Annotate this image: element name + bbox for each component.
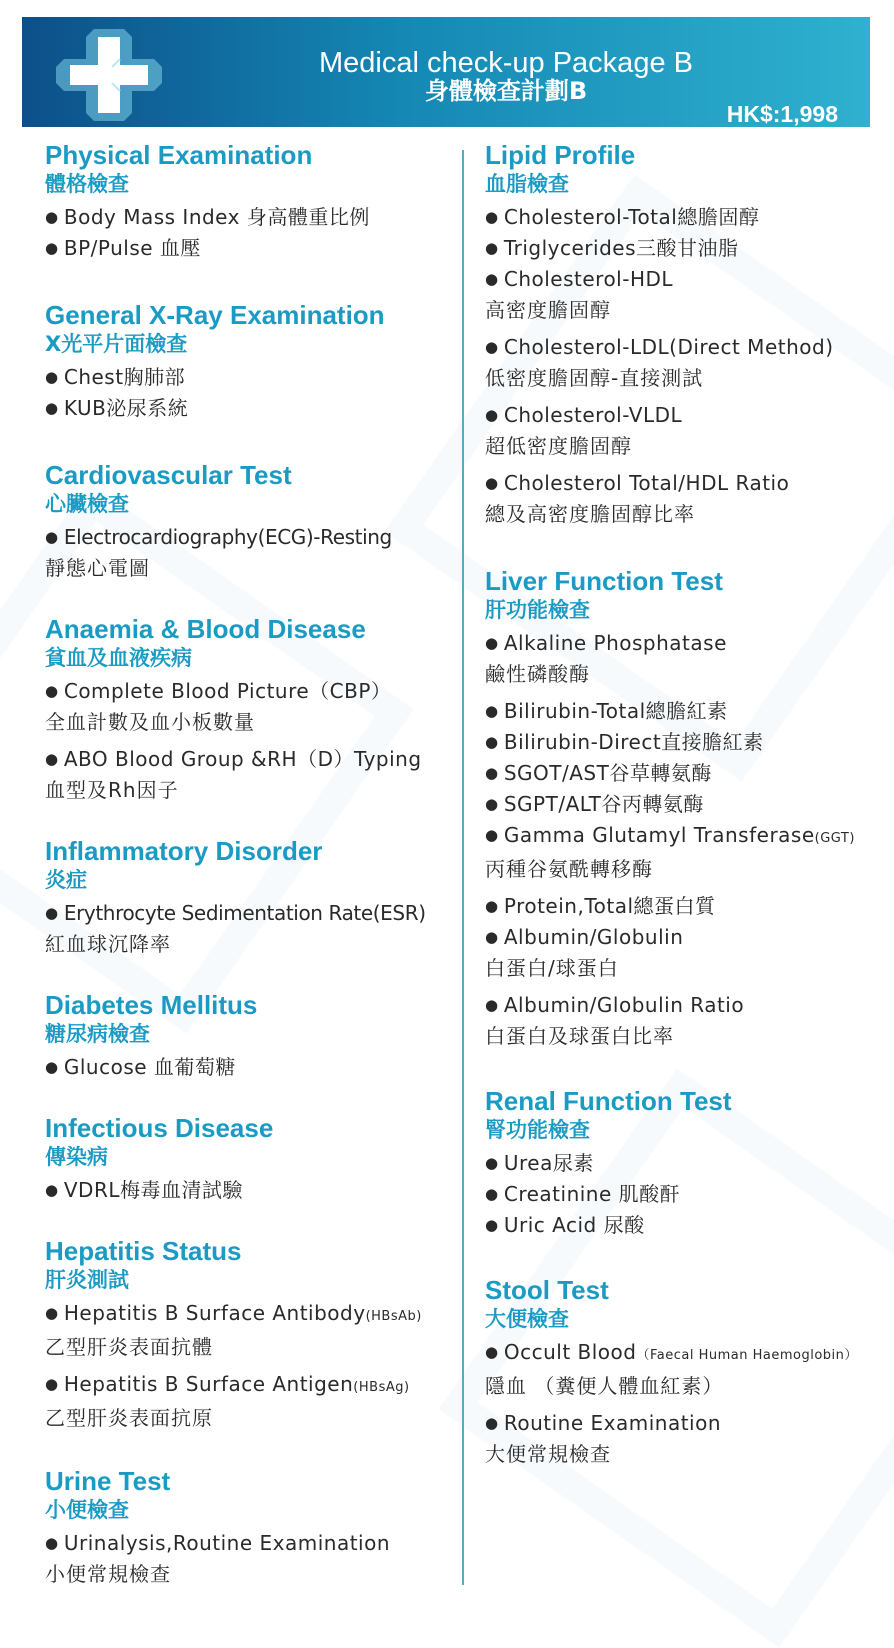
test-item-label: ABO Blood Group &RH（D）Typing [63,747,422,771]
section-subtitle: 體格檢查 [45,172,129,196]
test-item-name [485,628,880,659]
test-item-label: Creatinine 肌酸酐 [503,1182,681,1206]
test-item-label: Cholesterol-LDL(Direct Method) [503,335,834,359]
test-item-label: BP/Pulse 血壓 [63,236,201,260]
test-section [45,300,455,424]
test-item [485,1337,880,1402]
test-item-name [485,789,880,820]
test-item-label: Triglycerides三酸甘油脂 [503,236,739,260]
section-title: Cardiovascular Test [45,460,292,490]
section-title: Inflammatory Disorder [45,836,323,866]
test-item-name [45,744,455,775]
test-item-name [485,1210,880,1241]
test-section [485,140,880,530]
left-column [45,140,455,1596]
test-item [485,400,880,462]
test-item-abbreviation: （Faecal Human Haemoglobin） [636,1348,858,1363]
test-item-label: Cholesterol-HDL [503,267,674,291]
test-item [45,744,455,806]
test-item [485,1148,880,1179]
test-item-name [485,468,880,499]
test-item-abbreviation: (HBsAb) [365,1309,422,1324]
test-item-label: Cholesterol-Total總膽固醇 [503,205,760,229]
test-item-label: Uric Acid 尿酸 [503,1213,645,1237]
test-item-label: Gamma Glutamyl Transferase [503,823,815,847]
test-item-label: Urinalysis,Routine Examination [63,1531,391,1555]
test-item [45,1175,455,1206]
test-item-chinese: 紅血球沉降率 [45,932,171,956]
section-subtitle: 傳染病 [45,1145,108,1169]
test-item-name [485,758,880,789]
test-item-label: Complete Blood Picture（CBP） [63,679,392,703]
test-item [485,696,880,727]
test-item-label: Albumin/Globulin Ratio [503,993,745,1017]
test-section [45,1466,455,1590]
test-item-chinese: 丙種谷氨酰轉移酶 [485,857,653,881]
section-title: Diabetes Mellitus [45,990,258,1020]
section-subtitle: 心臟檢查 [45,492,129,516]
test-item [45,1052,455,1083]
test-item-name [45,898,455,929]
test-item-chinese: 靜態心電圖 [45,556,150,580]
test-item-label: Glucose 血葡萄糖 [63,1055,236,1079]
test-item-label: Albumin/Globulin [503,925,684,949]
header-banner [22,17,870,127]
test-item [485,727,880,758]
package-subtitle: 身體檢查計劃B [424,77,588,105]
test-item [485,233,880,264]
right-column [485,140,880,1476]
test-item-label: VDRL梅毒血清試驗 [63,1178,243,1202]
test-item-chinese: 小便常規檢查 [45,1562,171,1586]
section-subtitle: 貧血及血液疾病 [45,646,192,670]
section-subtitle: X光平片面檢查 [45,332,188,356]
section-title: Hepatitis Status [45,1236,242,1266]
section-subtitle: 血脂檢查 [485,172,569,196]
test-item-label: Urea尿素 [503,1151,594,1175]
test-item [485,820,880,885]
test-item-name [45,1528,455,1559]
section-subtitle: 小便檢查 [45,1498,129,1522]
test-item-abbreviation: (HBsAg) [353,1380,410,1395]
section-title: Liver Function Test [485,566,723,596]
section-title: Infectious Disease [45,1113,274,1143]
test-item-name [485,990,880,1021]
test-item-label: Alkaline Phosphatase [503,631,727,655]
test-item [45,362,455,393]
test-item [485,891,880,922]
test-section [45,836,455,960]
test-item-chinese: 乙型肝炎表面抗體 [45,1335,213,1359]
test-item-name [485,922,880,953]
test-section [45,990,455,1083]
test-item-chinese: 超低密度膽固醇 [485,434,632,458]
test-item-name [485,202,880,233]
test-item-name [485,696,880,727]
test-section [485,1086,880,1241]
test-item [485,264,880,326]
test-item-chinese: 白蛋白及球蛋白比率 [485,1024,674,1048]
test-item-name [485,1408,880,1439]
section-title: Anaemia & Blood Disease [45,614,366,644]
test-item-label: Bilirubin-Direct直接膽紅素 [503,730,764,754]
test-item-label: Cholesterol-VLDL [503,403,683,427]
test-item-label: KUB泌尿系統 [63,396,189,420]
test-item-name [485,233,880,264]
test-section [45,1236,455,1434]
section-title: Renal Function Test [485,1086,732,1116]
test-section [45,614,455,806]
test-item-chinese: 全血計數及血小板數量 [45,710,255,734]
test-item-name [45,1298,455,1332]
test-item-label: Chest胸肺部 [63,365,186,389]
test-item-label: SGPT/ALT谷丙轉氨酶 [503,792,704,816]
test-item-chinese: 白蛋白/球蛋白 [485,956,619,980]
test-item-chinese: 鹼性磷酸酶 [485,662,590,686]
test-section [45,460,455,584]
package-title: Medical check-up Package B [319,47,693,79]
test-item-label: Bilirubin-Total總膽紅素 [503,699,728,723]
section-title: General X-Ray Examination [45,300,385,330]
test-item-name [45,393,455,424]
test-item [485,758,880,789]
section-subtitle: 肝功能檢查 [485,598,590,622]
test-item-name [485,891,880,922]
test-section [45,1113,455,1206]
test-section [485,566,880,1052]
test-section [485,1275,880,1470]
test-item-name [485,264,880,295]
test-item [45,1298,455,1363]
section-title: Stool Test [485,1275,609,1305]
section-title: Physical Examination [45,140,313,170]
test-item-label: Electrocardiography(ECG)-Resting [63,525,392,549]
test-item-label: Erythrocyte Sedimentation Rate(ESR) [63,901,426,925]
test-item [45,898,455,960]
test-item-name [485,1148,880,1179]
test-item [45,393,455,424]
test-item [45,1528,455,1590]
test-item-name [45,522,455,553]
section-title: Urine Test [45,1466,171,1496]
test-item-label: SGOT/AST谷草轉氨酶 [503,761,712,785]
test-item-chinese: 乙型肝炎表面抗原 [45,1406,213,1430]
test-item-label: Routine Examination [503,1411,722,1435]
test-item [45,202,455,233]
test-item [485,1210,880,1241]
test-item [485,789,880,820]
package-price: HK$:1,998 [726,101,838,127]
test-item [485,922,880,984]
test-item [485,990,880,1052]
test-item-label: Occult Blood [503,1340,637,1364]
test-item [45,522,455,584]
section-subtitle: 肝炎測試 [45,1268,129,1292]
test-item-chinese: 大便常規檢查 [485,1442,611,1466]
section-title: Lipid Profile [485,140,636,170]
test-item [485,332,880,394]
test-item-name [45,1369,455,1403]
test-item [485,1179,880,1210]
test-item-chinese: 血型及Rh因子 [45,778,179,802]
test-item-chinese: 高密度膽固醇 [485,298,611,322]
column-divider [462,150,464,1585]
test-item [485,1408,880,1470]
medical-cross-logo [54,25,164,125]
test-item-name [45,676,455,707]
test-item-chinese: 總及高密度膽固醇比率 [485,502,695,526]
test-item-name [485,727,880,758]
test-section [45,140,455,264]
test-item-chinese: 隱血 （糞便人體血紅素） [485,1374,724,1398]
test-item-label: Protein,Total總蛋白質 [503,894,716,918]
test-item-name [485,1179,880,1210]
section-subtitle: 腎功能檢查 [485,1118,590,1142]
test-item-name [485,332,880,363]
test-item-label: Body Mass Index 身高體重比例 [63,205,370,229]
test-item-chinese: 低密度膽固醇-直接測試 [485,366,704,390]
test-item [45,233,455,264]
test-item [45,1369,455,1434]
section-subtitle: 炎症 [45,868,87,892]
test-item-label: Hepatitis B Surface Antigen [63,1372,354,1396]
test-item-label: Cholesterol Total/HDL Ratio [503,471,790,495]
test-item-name [45,362,455,393]
section-subtitle: 大便檢查 [485,1307,569,1331]
test-item-abbreviation: (GGT) [814,831,855,846]
test-item-name [485,1337,880,1371]
test-item [485,468,880,530]
test-item-name [45,1052,455,1083]
test-item-label: Hepatitis B Surface Antibody [63,1301,366,1325]
section-subtitle: 糖尿病檢查 [45,1022,150,1046]
test-item [485,628,880,690]
test-item-name [45,202,455,233]
test-item-name [45,233,455,264]
test-item [45,676,455,738]
test-item-name [45,1175,455,1206]
test-item-name [485,820,880,854]
test-item [485,202,880,233]
test-item-name [485,400,880,431]
